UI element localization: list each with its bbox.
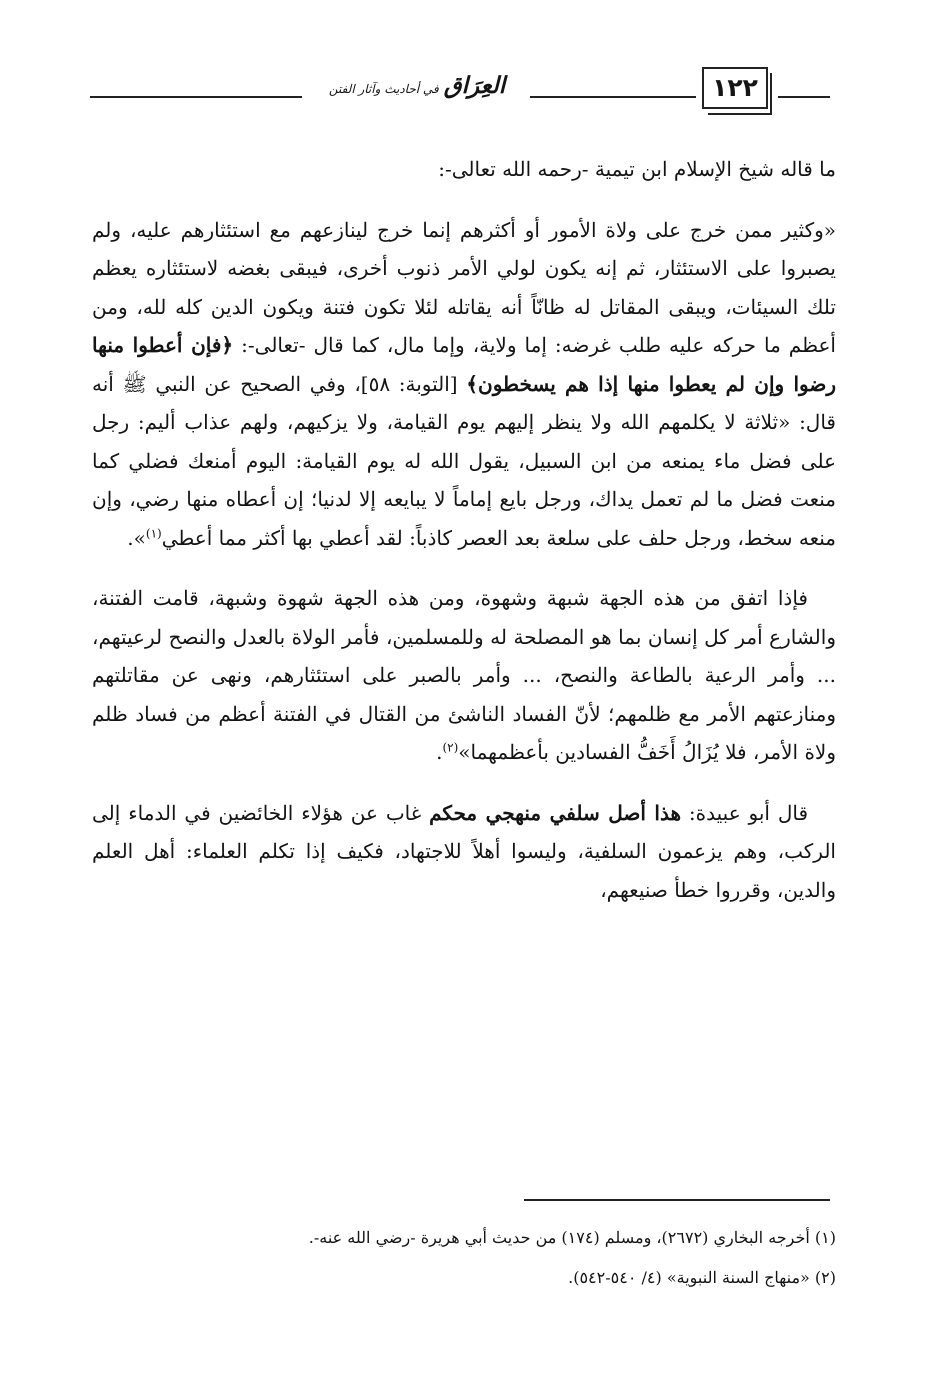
header-rule-right	[778, 96, 830, 98]
running-title	[312, 72, 522, 108]
page-body	[92, 150, 836, 931]
author-comment-paragraph	[92, 794, 836, 910]
quote-paragraph-2	[92, 579, 836, 772]
comment-lead: قال أبو عبيدة:	[688, 800, 809, 825]
page-header	[90, 58, 830, 128]
comment-rest: غاب عن هؤلاء الخائضين في الدماء إلى الركب، وهم يزعمون السلفية، وليسوا أهلاً للاجتهاد، فكيف إذا تكلم العلماء: أهل العلم والدين، وقرروا خطأ صنيعهم،	[92, 800, 836, 902]
page-number: ١٢٢	[702, 67, 768, 109]
quote1-text-a: «وكثير ممن خرج على ولاة الأمور أو أكثرهم إنما خرج لينازعهم مع استئثارهم عليه، ولم يصبروا على الاستئثار، ثم إنه يكون لولي الأمر ذنوب أخرى، فيبقى بغضه لاستئثاره يعظم تلك السيئات، ويبقى المقاتل له ظانّاً أنه يقاتله لئلا تكون فتنة ويكون الدين كله لله، ومن أعظم ما حركه عليه طلب غرضه: إما ولاية، وإما مال، كما قال -تعالى-:	[92, 217, 836, 357]
quote1-text-b: [التوبة: ٥٨]، وفي الصحيح عن النبي ﷺ أنه قال: «ثلاثة لا يكلمهم الله ولا ينظر إليهم يوم القيامة، ولا يزكيهم، ولهم عذاب أليم: رجل على فضل ماء يمنعه من ابن السبيل، يقول الله له يوم القيامة: اليوم أمنعك فضلي كما منعت فضل ما لم تعمل يداك، ورجل بايع إماماً لا يبايعه إلا لدنيا؛ إن أعطاه منها رضي، وإن منعه سخط، ورجل حلف على سلعة بعد العصر كاذباً: لقد أعطي بها أكثر مما أعطي	[92, 371, 837, 550]
quote2-end: .	[436, 740, 443, 764]
running-title-main: العِرَاق	[443, 72, 506, 99]
footnote-separator	[524, 1199, 830, 1201]
quote-paragraph-1	[92, 211, 836, 558]
quote2-text: فإذا اتفق من هذه الجهة شبهة وشهوة، ومن هذه الجهة شهوة وشبهة، قامت الفتنة، والشارع أمر كل إنسان بما هو المصلحة له وللمسلمين، فأمر الولاة بالعدل والنصح لرعيتهم، ... وأمر الرعية بالطاعة والنصح، ... وأمر بالصبر على استئثارهم، ونهى عن مقاتلتهم ومنازعتهم الأمر مع ظلمهم؛ لأنّ الفساد الناشئ من القتال في الفتنة أعظم من فساد ظلم ولاة الأمر، فلا يُزَالُ أَخَفُّ الفسادين بأعظمهما»	[92, 586, 836, 764]
header-rule-left	[90, 96, 302, 98]
quran-verse: ﴿فإن أعطوا منها رضوا وإن لم يعطوا منها إذا هم يسخطون﴾	[92, 333, 836, 396]
footnote-2: (٢) «منهاج السنة النبوية» (٤/ ٥٤٠-٥٤٢).	[568, 1268, 836, 1287]
footnote-marker-1[interactable]: (١)	[145, 525, 162, 540]
comment-emphasis: هذا أصل سلفي منهجي محكم	[429, 800, 682, 825]
intro-line: ما قاله شيخ الإسلام ابن تيمية -رحمه الله تعالى-:	[438, 157, 836, 181]
running-title-sub: في أحاديث وآثار الفتن	[328, 82, 439, 96]
footnote-marker-2[interactable]: (٢)	[442, 740, 459, 755]
header-rule-middle	[530, 96, 696, 98]
quote1-end: ».	[127, 525, 146, 550]
footnotes	[92, 1218, 836, 1298]
footnote-1: (١) أخرجه البخاري (٢٦٧٢)، ومسلم (١٧٤) من حديث أبي هريرة -رضي الله عنه-.	[308, 1228, 836, 1247]
